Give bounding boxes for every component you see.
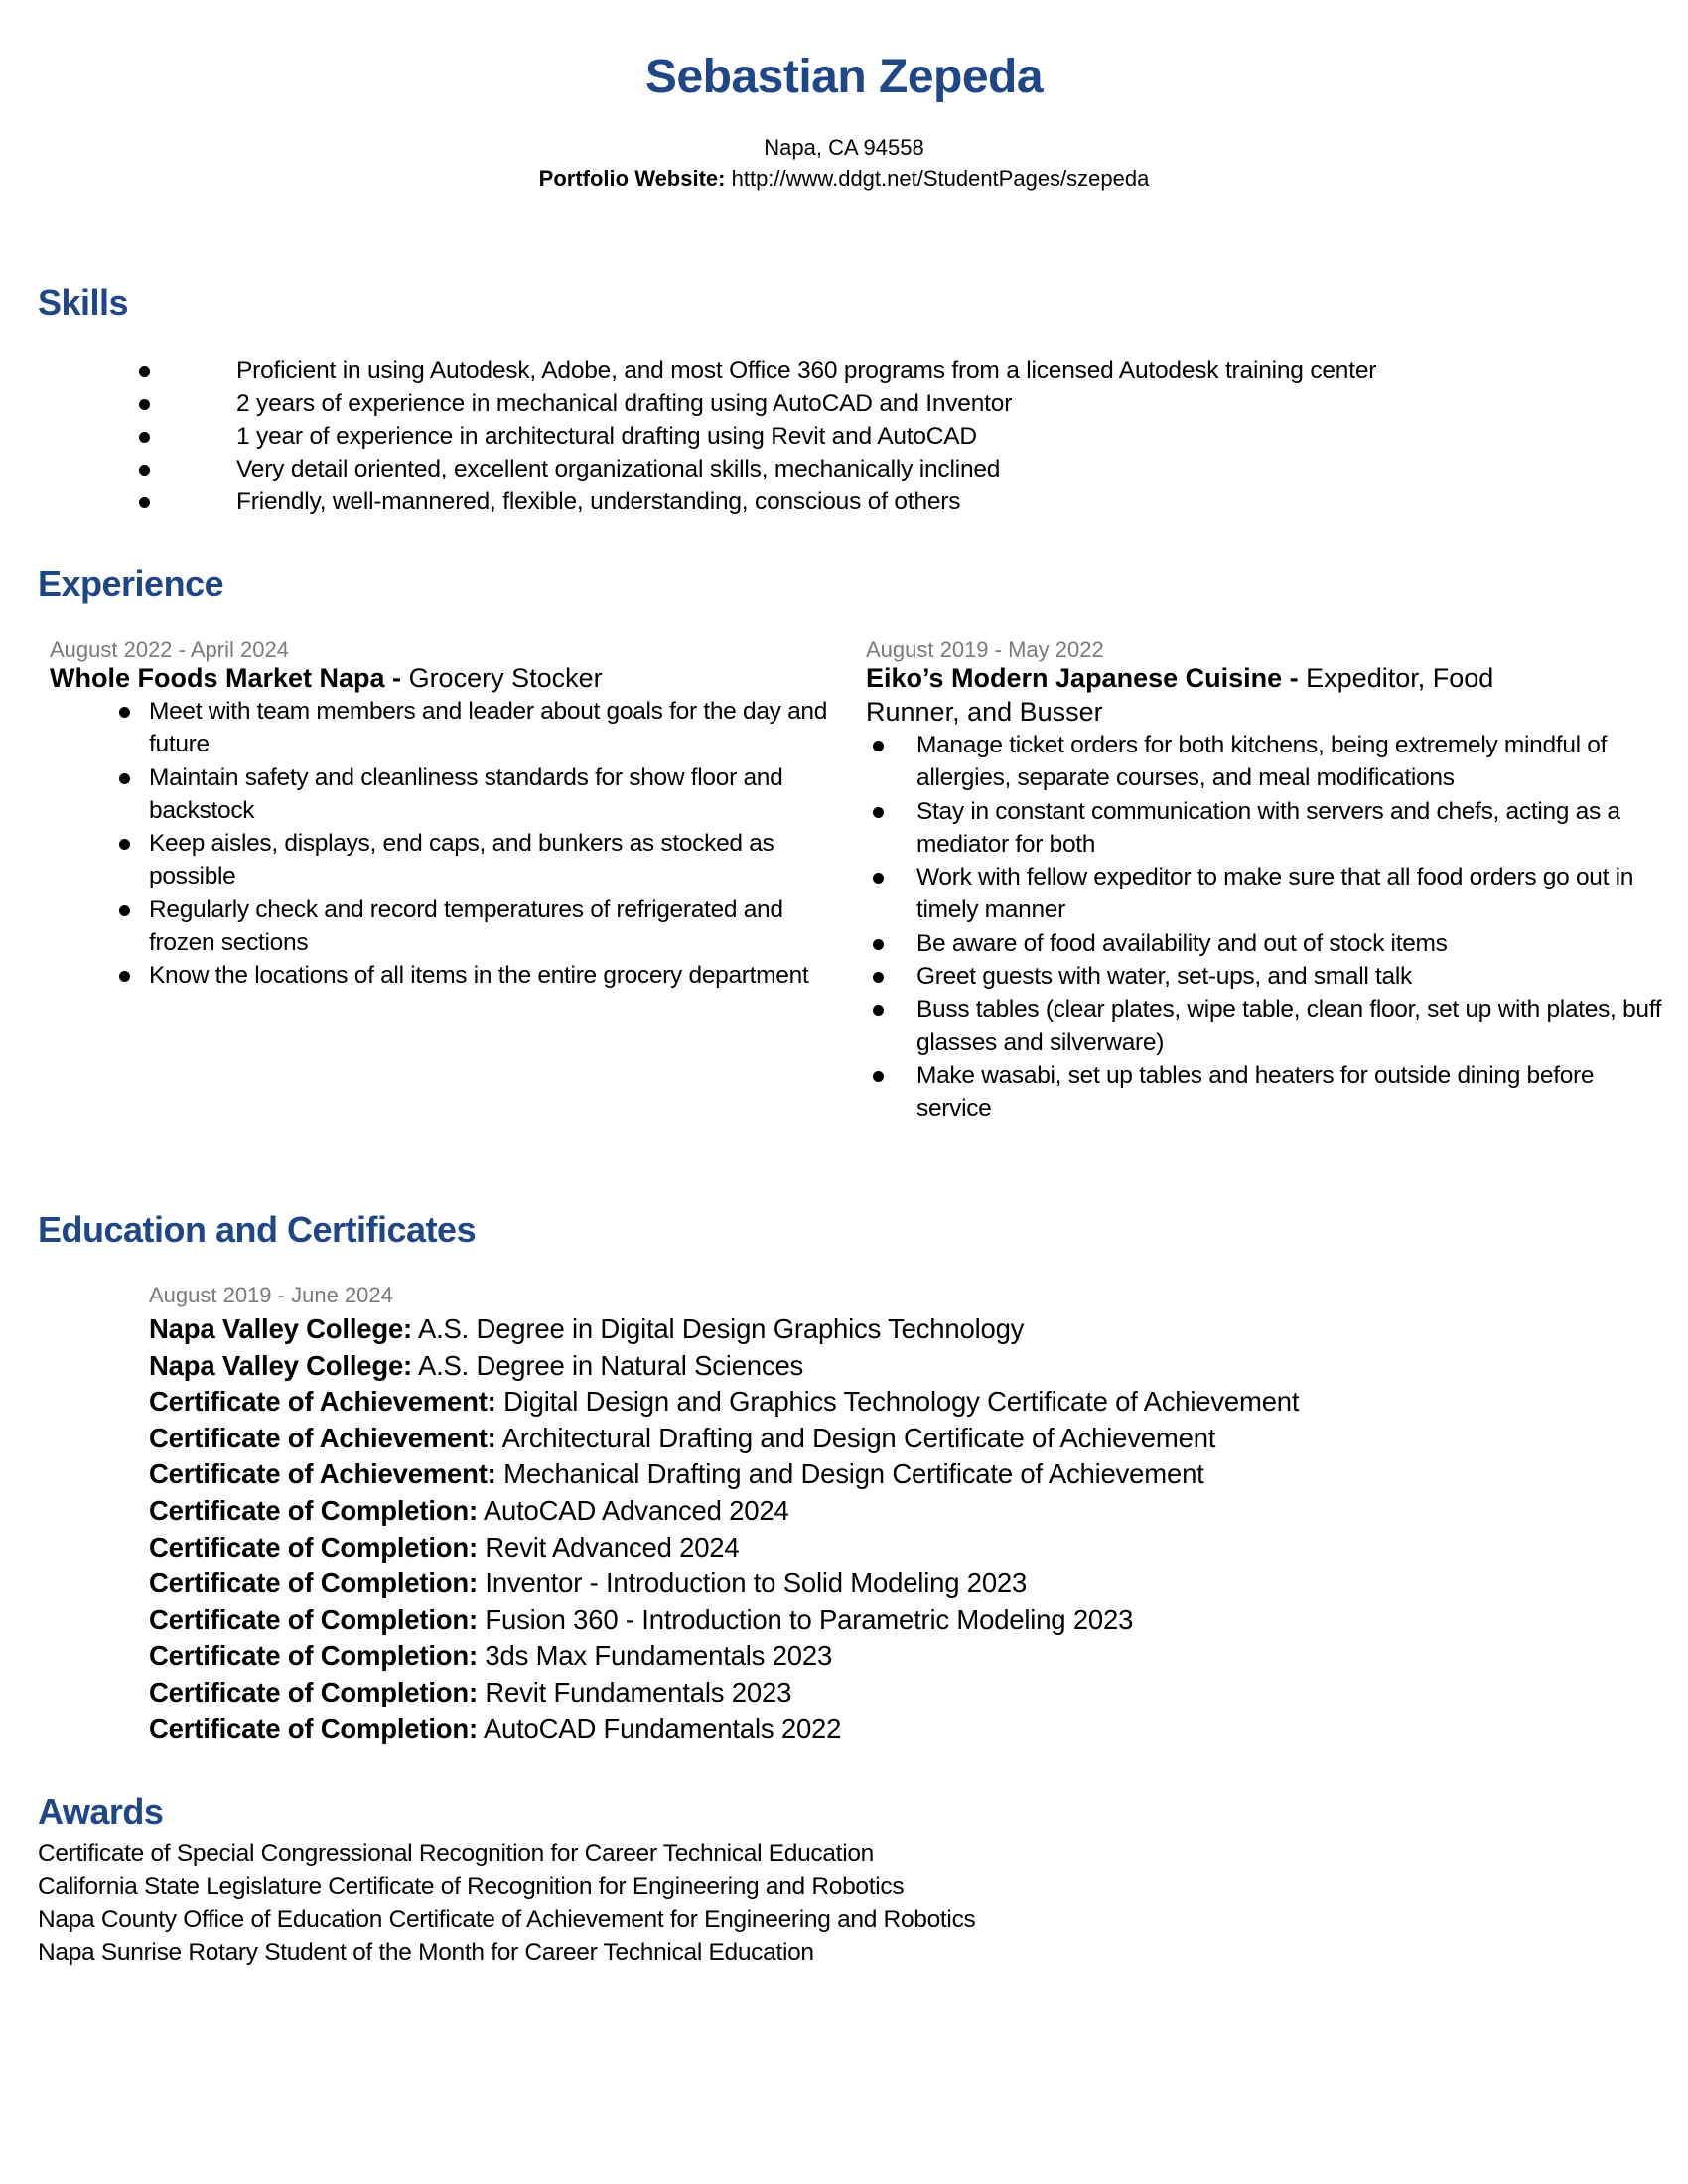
bullet-icon [119,773,130,784]
education-dates: August 2019 - June 2024 [149,1283,393,1307]
list-item: Manage ticket orders for both kitchens, being extremely mindful of allergies, separate courses, and meal modifications [916,729,1671,795]
award-item: California State Legislature Certificate of Recognition for Engineering and Robotics [38,1873,905,1900]
list-item: Know the locations of all items in the entire grocery department [149,959,844,992]
list-item: Stay in constant communication with servers and chefs, acting as a mediator for both [916,795,1671,862]
company-name: Whole Foods Market Napa - [50,663,402,693]
education-item: Certificate of Completion: Revit Advanced 2024 [149,1531,740,1563]
list-item: Greet guests with water, set-ups, and small talk [916,960,1671,993]
company-name: Eiko’s Modern Japanese Cuisine - [866,663,1299,693]
resume-name: Sebastian Zepeda [644,51,1044,103]
bullet-icon [873,741,884,751]
education-item: Certificate of Completion: AutoCAD Advanced 2024 [149,1495,789,1526]
list-item: Make wasabi, set up tables and heaters for outside dining before service [916,1059,1671,1126]
list-item: Keep aisles, displays, end caps, and bunkers as stocked as possible [149,827,844,893]
education-item: Certificate of Completion: Fusion 360 - Introduction to Parametric Modeling 2023 [149,1603,1134,1635]
bullet-icon [119,971,130,982]
award-item: Napa County Office of Education Certificate of Achievement for Engineering and Robotics [38,1906,976,1933]
job-dates: August 2022 - April 2024 [50,637,289,662]
job-title [50,661,824,695]
job-whole-foods [50,637,828,993]
education-item: Certificate of Completion: Inventor - Introduction to Solid Modeling 2023 [149,1568,1028,1599]
portfolio-link[interactable]: http://www.ddgt.net/StudentPages/szepeda [731,166,1150,191]
bullet-icon [873,972,884,983]
list-item: Be aware of food availability and out of stock items [916,927,1671,960]
awards-heading: Awards [38,1791,164,1832]
education-item: Certificate of Achievement: Digital Design and Graphics Technology Certificate of Achievement [149,1386,1300,1418]
job-bullets [50,695,844,993]
job-role: Grocery Stocker [408,663,603,693]
list-item: Meet with team members and leader about goals for the day and future [149,695,844,761]
bullet-icon [139,497,150,508]
list-item: Buss tables (clear plates, wipe table, clean floor, set up with plates, buff glasses and silverware) [916,993,1671,1059]
list-item: Work with fellow expeditor to make sure that all food orders go out in timely manner [916,861,1671,927]
skills-heading: Skills [38,282,129,323]
bullet-icon [139,399,150,410]
education-item: Napa Valley College: A.S. Degree in Natural Sciences [149,1349,804,1381]
bullet-icon [873,1005,884,1016]
job-title [866,661,1561,729]
experience-heading: Experience [38,563,224,604]
job-eikos [866,637,1660,1126]
bullet-icon [873,1071,884,1082]
bullet-icon [139,432,150,443]
education-item: Napa Valley College: A.S. Degree in Digital Design Graphics Technology [149,1313,1025,1344]
job-bullets [866,729,1671,1126]
award-item: Napa Sunrise Rotary Student of the Month for Career Technical Education [38,1939,814,1966]
job-dates: August 2019 - May 2022 [866,637,1104,662]
education-item: Certificate of Completion: Revit Fundamentals 2023 [149,1677,792,1707]
bullet-icon [119,839,130,850]
education-item: Certificate of Achievement: Mechanical Drafting and Design Certificate of Achievement [149,1458,1204,1490]
bullet-icon [139,465,150,476]
bullet-icon [119,905,130,916]
education-item: Certificate of Achievement: Architectural Drafting and Design Certificate of Achievement [149,1422,1216,1453]
education-heading: Education and Certificates [38,1209,477,1250]
address: Napa, CA 94558 [764,135,924,160]
bullet-icon [139,366,150,377]
portfolio-line [0,166,1688,192]
bullet-icon [873,939,884,950]
education-item: Certificate of Completion: 3ds Max Fundamentals 2023 [149,1640,833,1672]
award-item: Certificate of Special Congressional Recognition for Career Technical Education [38,1841,874,1867]
bullet-icon [873,807,884,818]
bullet-icon [119,707,130,718]
list-item: Maintain safety and cleanliness standards for show floor and backstock [149,761,844,828]
education-item: Certificate of Completion: AutoCAD Fundamentals 2022 [149,1712,842,1744]
bullet-icon [873,873,884,884]
portfolio-label: Portfolio Website: [538,166,726,191]
list-item: Regularly check and record temperatures of refrigerated and frozen sections [149,893,844,960]
job-role: Expeditor, Food Runner, and Busser [866,663,1494,727]
